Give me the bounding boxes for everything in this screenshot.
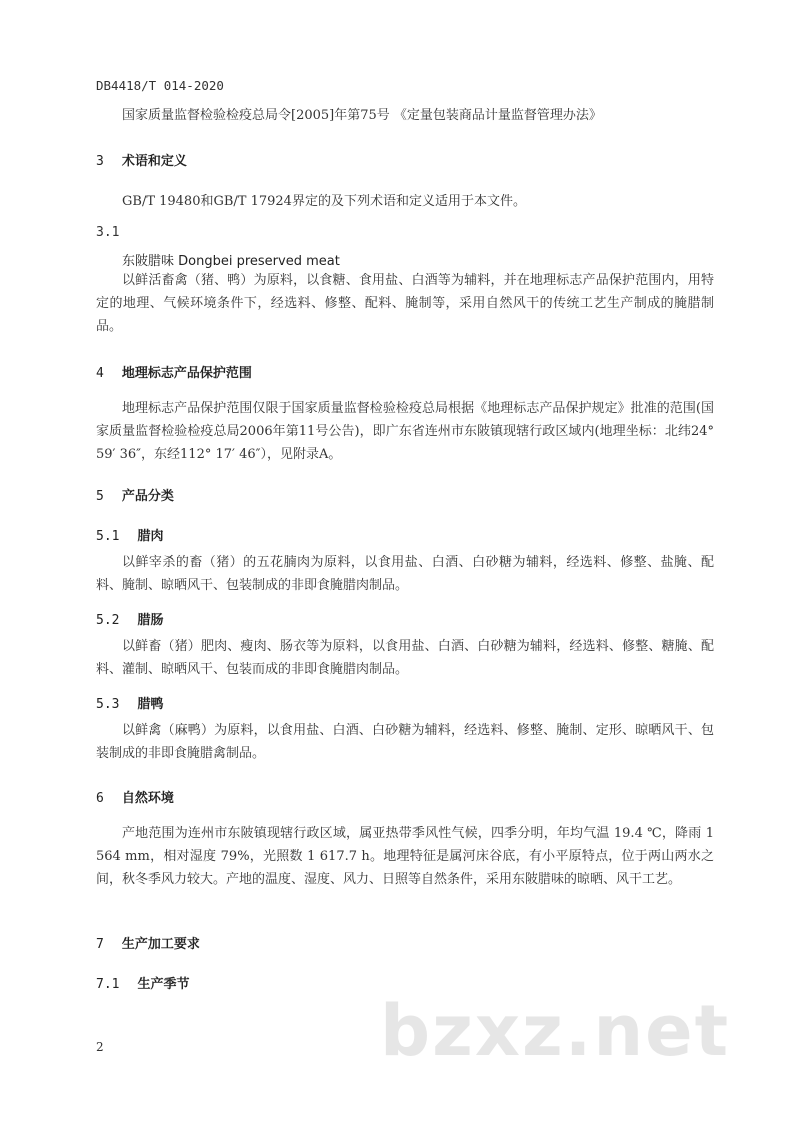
- clause-5-2-heading: [96, 609, 164, 628]
- section-number: 7: [96, 937, 104, 952]
- section-number: 5: [96, 489, 104, 504]
- clause-7-1-heading: [96, 973, 190, 992]
- clause-5-3-text: 以鲜禽（麻鸭）为原料，以食用盐、白酒、白砂糖为辅料，经选料、修整、腌制、定形、晾晒风干、包装制成的非即食腌腊禽制品。: [96, 723, 714, 761]
- section-title: 生产加工要求: [121, 937, 200, 952]
- clause-5-3-heading: [96, 693, 164, 712]
- clause-number: 5.3: [96, 697, 120, 712]
- clause-number: 5.2: [96, 613, 120, 628]
- page-number: 2: [96, 1040, 104, 1054]
- clause-5-1-heading: [96, 525, 164, 544]
- section-number: 6: [96, 791, 104, 806]
- section-4-heading: [96, 362, 252, 381]
- term-name: 东陂腊味 Dongbei preserved meat: [122, 254, 340, 269]
- clause-title: 生产季节: [137, 977, 190, 992]
- clause-title: 腊肠: [137, 613, 164, 628]
- document-code: DB4418/T 014-2020: [96, 78, 224, 93]
- section-7-heading: [96, 933, 200, 952]
- term-definition: 以鲜活畜禽（猪、鸭）为原料，以食糖、食用盐、白酒等为辅料，并在地理标志产品保护范围内，用特定的地理、气候环境条件下，经选料、修整、配料、腌制等，采用自然风干的传统工艺生产制成的腌腊制品。: [96, 273, 714, 334]
- section-6-text: 产地范围为连州市东陂镇现辖行政区域，属亚热带季风性气候，四季分明，年均气温 19.4 ℃，降雨 1 564 mm，相对湿度 79%，光照数 1 617.7 h。地理特征是属河床谷底，有小平原特点，位于两山两水之间，秋冬季风力较大。产地的温度、湿度、风力、日照等自然条件，采用东陂腊味的晾晒、风干工艺。: [96, 826, 714, 887]
- normative-reference: 国家质量监督检验检疫总局令[2005]年第75号 《定量包装商品计量监督管理办法》: [122, 108, 602, 123]
- clause-title: 腊肉: [137, 529, 164, 544]
- section-title: 术语和定义: [121, 154, 187, 169]
- watermark: bzxz.net: [380, 990, 731, 1072]
- section-title: 自然环境: [121, 791, 174, 806]
- clause-3-1-number: 3.1: [96, 225, 120, 240]
- section-3-heading: [96, 150, 187, 169]
- section-title: 地理标志产品保护范围: [121, 366, 252, 381]
- clause-number: 5.1: [96, 529, 120, 544]
- section-4-text: 地理标志产品保护范围仅限于国家质量监督检验检疫总局根据《地理标志产品保护规定》批准的范围(国家质量监督检验检疫总局2006年第11号公告)，即广东省连州市东陂镇现辖行政区域内(地理坐标：北纬24° 59′ 36″，东经112° 17′ 46″），见附录A。: [96, 401, 714, 462]
- section-title: 产品分类: [121, 489, 174, 504]
- section-3-intro: GB/T 19480和GB/T 17924界定的及下列术语和定义适用于本文件。: [122, 194, 526, 209]
- section-number: 3: [96, 154, 104, 169]
- section-number: 4: [96, 366, 104, 381]
- clause-5-2-text: 以鲜畜（猪）肥肉、瘦肉、肠衣等为原料，以食用盐、白酒、白砂糖为辅料，经选料、修整、糖腌、配料、灌制、晾晒风干、包装而成的非即食腌腊肉制品。: [96, 639, 714, 677]
- clause-number: 7.1: [96, 977, 120, 992]
- section-5-heading: [96, 485, 174, 504]
- clause-5-1-text: 以鲜宰杀的畜（猪）的五花腩肉为原料，以食用盐、白酒、白砂糖为辅料，经选料、修整、盐腌、配料、腌制、晾晒风干、包装制成的非即食腌腊肉制品。: [96, 555, 714, 593]
- section-6-heading: [96, 787, 174, 806]
- clause-title: 腊鸭: [137, 697, 164, 712]
